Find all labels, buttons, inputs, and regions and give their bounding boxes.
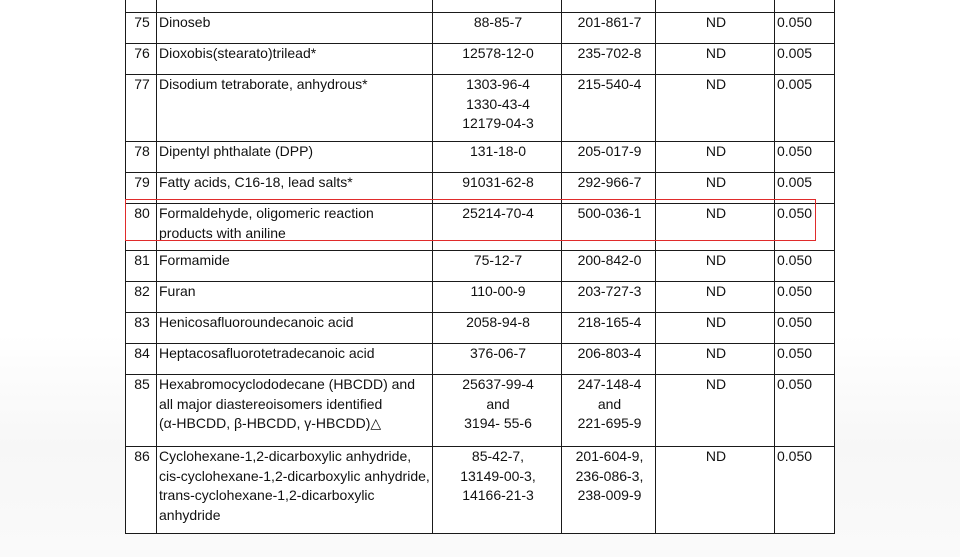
row-number-cell: 84 [126,344,157,375]
ec-number-cell [562,44,656,75]
result-cell: ND [656,204,775,251]
cas-number-cell-line: 3194- 55-6 [464,415,532,431]
table-row [126,313,835,344]
ec-number-cell [562,173,656,204]
table-row [126,142,835,173]
limit-cell: 0.005 [775,173,835,204]
ec-number-cell [562,142,656,173]
cas-number-cell-line: 88-85-7 [473,14,523,30]
ec-number-cell-line: 221-695-9 [577,415,642,431]
cas-number-cell-line: 13149-00-3, [460,467,536,484]
limit-cell: 0.050 [775,13,835,44]
table-row [126,282,835,313]
ec-number-cell [562,313,656,344]
limit-cell: 0.050 [775,204,835,251]
substance-name-cell [157,344,433,375]
substance-name-cell-line: Formaldehyde, oligomeric reaction [159,205,374,221]
limit-cell: 0.050 [775,313,835,344]
cas-number-cell [433,13,562,44]
cas-number-cell-line: 85-42-7, [471,448,525,464]
row-number-cell: 85 [126,375,157,447]
substance-name-cell-line: Henicosafluoroundecanoic acid [159,314,354,330]
substance-name-cell [157,75,433,142]
ec-number-cell-line: 500-036-1 [577,205,642,221]
ec-number-cell [562,375,656,447]
substance-name-cell-line: anhydride [159,506,221,523]
cas-number-cell [433,204,562,251]
substance-name-cell [157,313,433,344]
table-row [126,344,835,375]
substance-table-body [126,0,835,534]
result-cell: ND [656,375,775,447]
substance-name-cell [157,282,433,313]
cas-number-cell-line: 131-18-0 [469,143,527,159]
substance-name-cell [157,173,433,204]
ec-number-cell [562,344,656,375]
substance-name-cell-line: Heptacosafluorotetradecanoic acid [159,345,375,361]
limit-cell: 0.050 [775,447,835,534]
table-row [126,447,835,534]
ec-number-cell [562,251,656,282]
ec-number-cell-line: and [597,395,622,412]
cas-number-cell-line: 376-06-7 [469,345,527,361]
limit-cell: 0.005 [775,44,835,75]
result-cell: ND [656,282,775,313]
substance-name-cell-line: (α-HBCDD, β-HBCDD, γ-HBCDD)△ [159,415,382,431]
row-number-cell: 79 [126,173,157,204]
ec-number-cell-line: 236-086-3, [575,467,644,484]
cas-number-cell [433,173,562,204]
cas-number-cell [433,142,562,173]
cas-number-cell [433,447,562,534]
cas-number-cell-line: 14166-21-3 [462,487,534,503]
row-number-cell: 83 [126,313,157,344]
cas-number-cell [433,313,562,344]
cas-number-cell [433,375,562,447]
limit-cell: 0.005 [775,75,835,142]
result-cell: ND [656,344,775,375]
cas-number-cell-line: 12578-12-0 [462,45,534,61]
ec-number-cell-line: 206-803-4 [577,345,642,361]
ec-number-cell-line: 292-966-7 [577,174,642,190]
cas-number-cell-line: and [486,395,510,412]
result-cell: ND [656,142,775,173]
row-number-cell: 77 [126,75,157,142]
cas-number-cell [433,251,562,282]
table-row [126,44,835,75]
table-row [126,75,835,142]
ec-number-cell-line: 235-702-8 [577,45,642,61]
substance-name-cell [157,251,433,282]
row-number-cell: 80 [126,204,157,251]
result-cell: ND [656,447,775,534]
cas-number-cell-line: 1330-43-4 [466,95,530,112]
substance-name-cell [157,44,433,75]
table-row [126,251,835,282]
cas-number-cell-line: 25637-99-4 [462,376,534,392]
cas-number-cell [433,344,562,375]
substance-name-cell-line: Disodium tetraborate, anhydrous* [159,76,368,92]
table-row [126,13,835,44]
row-number-cell: 75 [126,13,157,44]
substance-name-cell-line: trans-cyclohexane-1,2-dicarboxylic [159,487,375,503]
substance-name-cell [157,447,433,534]
result-cell: ND [656,173,775,204]
table-row [126,0,835,13]
ec-number-cell-line: 247-148-4 [577,376,642,392]
limit-cell: 0.050 [775,142,835,173]
limit-cell: 0.050 [775,282,835,313]
row-number-cell: 82 [126,282,157,313]
limit-cell: 0.050 [775,251,835,282]
result-cell [656,0,775,13]
cas-number-cell-line: 2058-94-8 [466,314,530,330]
result-cell: ND [656,313,775,344]
row-number-cell [126,0,157,13]
substance-name-cell-line: Cyclohexane-1,2-dicarboxylic anhydride, [159,448,412,464]
row-number-cell: 86 [126,447,157,534]
limit-cell: 0.050 [775,375,835,447]
substance-name-cell [157,142,433,173]
cas-number-cell [433,75,562,142]
substance-name-cell-line: Dinoseb [159,14,211,30]
cas-number-cell-line: 25214-70-4 [462,205,534,221]
ec-number-cell [562,0,656,13]
ec-number-cell-line: 203-727-3 [577,283,642,299]
ec-number-cell-line: 215-540-4 [577,76,642,92]
cas-number-cell-line: 1303-96-4 [466,76,530,92]
ec-number-cell [562,75,656,142]
cas-number-cell-line: 75-12-7 [473,252,523,268]
cas-number-cell-line: 110-00-9 [470,283,526,299]
cas-number-cell [433,44,562,75]
substance-name-cell-line: Dipentyl phthalate (DPP) [159,143,314,159]
limit-cell [775,0,835,13]
ec-number-cell-line: 201-604-9, [575,448,644,464]
result-cell: ND [656,44,775,75]
ec-number-cell-line: 200-842-0 [577,252,642,268]
ec-number-cell [562,13,656,44]
ec-number-cell-line: 201-861-7 [577,14,642,30]
result-cell: ND [656,75,775,142]
limit-cell: 0.050 [775,344,835,375]
cas-number-cell [433,0,562,13]
ec-number-cell-line: 205-017-9 [577,143,642,159]
table-row [126,173,835,204]
ec-number-cell [562,447,656,534]
substance-name-cell [157,204,433,251]
cas-number-cell-line: 91031-62-8 [462,174,534,190]
cas-number-cell-line: 12179-04-3 [462,115,534,131]
substance-table [125,0,835,534]
substance-name-cell-line: Furan [159,283,196,299]
table-row [126,204,835,251]
substance-name-cell-line: Formamide [159,252,230,268]
row-number-cell: 78 [126,142,157,173]
table-row [126,375,835,447]
substance-name-cell-line: all major diastereoisomers identified [159,395,383,412]
ec-number-cell-line: 238-009-9 [577,487,642,503]
cas-number-cell [433,282,562,313]
substance-name-cell-line: Fatty acids, C16-18, lead salts* [159,174,353,190]
substance-name-cell-line: Hexabromocyclododecane (HBCDD) and [159,376,416,392]
substance-name-cell-line: Dioxobis(stearato)trilead* [159,45,317,61]
ec-number-cell [562,282,656,313]
substance-name-cell-line: cis-cyclohexane-1,2-dicarboxylic anhydride, [159,467,430,484]
substance-name-cell-line: products with aniline [159,224,286,241]
result-cell: ND [656,251,775,282]
ec-number-cell-line: 218-165-4 [577,314,642,330]
ec-number-cell [562,204,656,251]
row-number-cell: 76 [126,44,157,75]
row-number-cell: 81 [126,251,157,282]
substance-name-cell [157,375,433,447]
substance-name-cell [157,0,433,13]
substance-name-cell [157,13,433,44]
result-cell: ND [656,13,775,44]
